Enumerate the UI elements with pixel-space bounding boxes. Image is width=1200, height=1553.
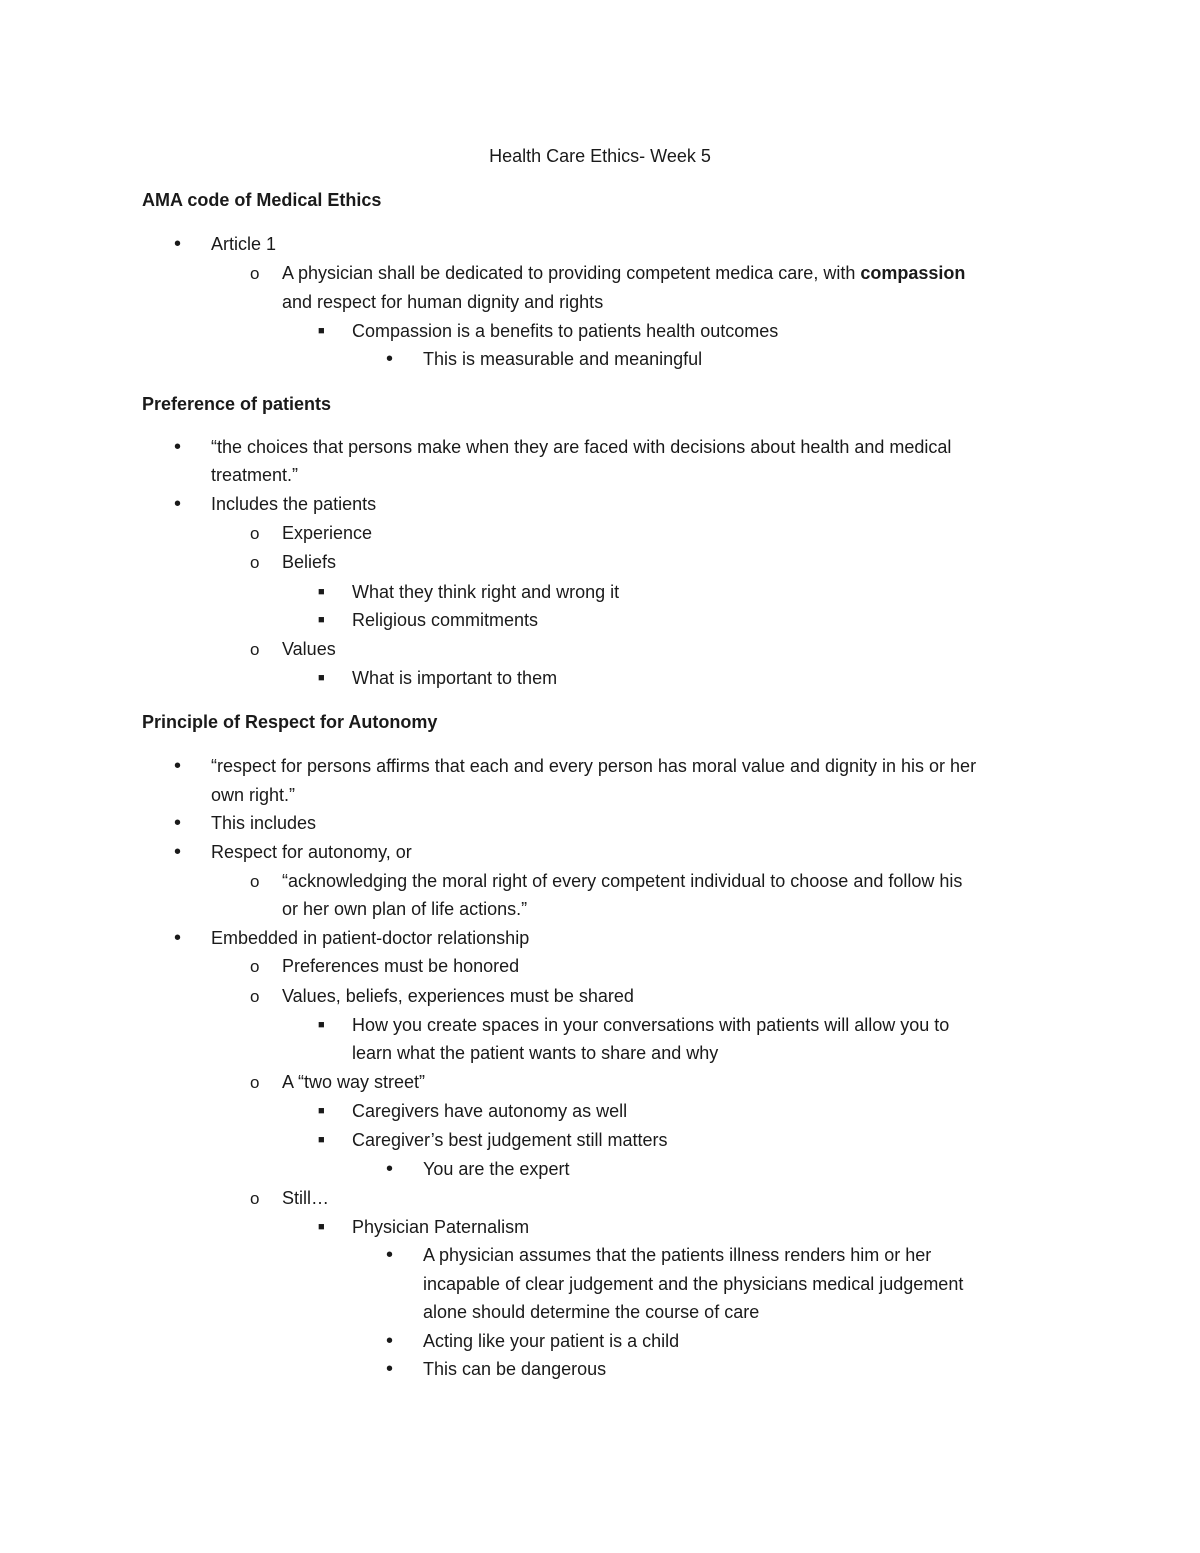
bullet-square-icon: ■ — [318, 586, 325, 598]
list-item: Experience — [282, 523, 373, 543]
list-item: Still… — [282, 1188, 330, 1208]
bullet-square-icon: ■ — [318, 1221, 325, 1233]
list-item: Caregiver’s best judgement still matters — [352, 1130, 668, 1150]
list-item: This includes — [211, 813, 317, 833]
list-item: Acting like your patient is a child — [423, 1331, 680, 1351]
list-item: This is measurable and meaningful — [423, 349, 703, 369]
list-item: Includes the patients — [211, 494, 377, 514]
list-item: What is important to them — [352, 668, 558, 688]
bullet-circle-icon: o — [250, 1073, 260, 1092]
bullet-dot-icon: • — [386, 348, 394, 370]
bullet-square-icon: ■ — [318, 1019, 325, 1031]
page-title: Health Care Ethics- Week 5 — [489, 146, 711, 166]
bullet-circle-icon: o — [250, 987, 260, 1006]
bullet-dot-icon: • — [386, 1158, 394, 1180]
list-item: Respect for autonomy, or — [211, 842, 412, 862]
list-item: A “two way street” — [282, 1072, 426, 1092]
list-item: This can be dangerous — [423, 1359, 607, 1379]
list-item: Compassion is a benefits to patients health outcomes — [352, 321, 779, 341]
list-item-continuation: incapable of clear judgement and the physicians medical judgement — [423, 1274, 964, 1294]
bullet-circle-icon: o — [250, 524, 260, 543]
bullet-dot-icon: • — [174, 755, 182, 777]
bullet-circle-icon: o — [250, 1189, 260, 1208]
bullet-circle-icon: o — [250, 640, 260, 659]
list-item: Caregivers have autonomy as well — [352, 1101, 628, 1121]
list-item: “acknowledging the moral right of every competent individual to choose and follow his — [282, 871, 963, 891]
list-item: You are the expert — [423, 1159, 570, 1179]
bullet-square-icon: ■ — [318, 614, 325, 626]
bullet-dot-icon: • — [174, 233, 182, 255]
bullet-dot-icon: • — [174, 841, 182, 863]
section-heading-preference: Preference of patients — [142, 394, 332, 414]
list-item: “respect for persons affirms that each and every person has moral value and dignity in his or her — [211, 756, 977, 776]
list-item-continuation: treatment.” — [211, 465, 299, 485]
list-item-continuation: own right.” — [211, 785, 296, 805]
list-item: Preferences must be honored — [282, 956, 520, 976]
bold-term: compassion — [860, 263, 966, 283]
section-heading-ama: AMA code of Medical Ethics — [142, 190, 382, 210]
bullet-square-icon: ■ — [318, 1134, 325, 1146]
bullet-dot-icon: • — [386, 1330, 394, 1352]
bullet-dot-icon: • — [174, 436, 182, 458]
list-item-continuation: and respect for human dignity and rights — [282, 292, 604, 312]
bullet-dot-icon: • — [174, 927, 182, 949]
bullet-dot-icon: • — [386, 1358, 394, 1380]
bullet-square-icon: ■ — [318, 672, 325, 684]
list-item: Physician Paternalism — [352, 1217, 530, 1237]
list-item: What they think right and wrong it — [352, 582, 620, 602]
bullet-dot-icon: • — [174, 812, 182, 834]
bullet-dot-icon: • — [386, 1244, 394, 1266]
bullet-square-icon: ■ — [318, 1105, 325, 1117]
bullet-circle-icon: o — [250, 957, 260, 976]
bullet-circle-icon: o — [250, 264, 260, 283]
list-item: Beliefs — [282, 552, 337, 572]
list-item: “the choices that persons make when they are faced with decisions about health and medical — [211, 437, 952, 457]
list-item: How you create spaces in your conversations with patients will allow you to — [352, 1015, 950, 1035]
list-item: Embedded in patient-doctor relationship — [211, 928, 530, 948]
list-item: Values, beliefs, experiences must be shared — [282, 986, 634, 1006]
bullet-circle-icon: o — [250, 553, 260, 572]
bullet-dot-icon: • — [174, 493, 182, 515]
list-item-continuation: or her own plan of life actions.” — [282, 899, 528, 919]
bullet-circle-icon: o — [250, 872, 260, 891]
section-heading-autonomy: Principle of Respect for Autonomy — [142, 712, 438, 732]
list-item-continuation: alone should determine the course of care — [423, 1302, 760, 1322]
bullet-square-icon: ■ — [318, 325, 325, 337]
list-item: A physician assumes that the patients illness renders him or her — [423, 1245, 932, 1265]
list-item: Religious commitments — [352, 610, 539, 630]
list-item: Article 1 — [211, 234, 277, 254]
list-item: Values — [282, 639, 336, 659]
list-item-continuation: learn what the patient wants to share and why — [352, 1043, 719, 1063]
list-item: A physician shall be dedicated to providing competent medica care, with compassion — [282, 263, 966, 283]
